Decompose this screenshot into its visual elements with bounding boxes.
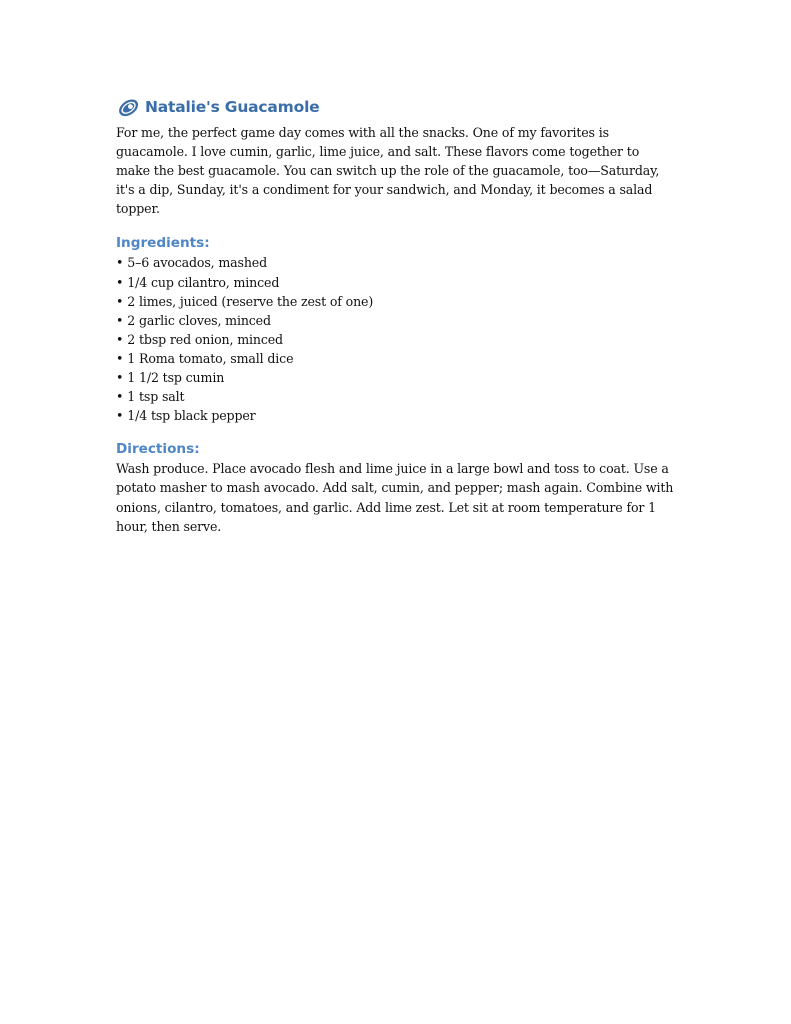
ingredient-item: • 1/4 tsp black pepper	[116, 406, 676, 425]
ingredient-item: • 2 limes, juiced (reserve the zest of one)	[116, 292, 676, 311]
page-title: Natalie's Guacamole	[145, 98, 320, 116]
ingredients-heading: Ingredients:	[116, 235, 210, 252]
ingredient-item: • 1 tsp salt	[116, 387, 676, 406]
title-row	[116, 94, 676, 120]
avocado-icon	[116, 96, 140, 118]
ingredient-item: • 5–6 avocados, mashed	[116, 253, 676, 272]
ingredient-list	[116, 253, 676, 425]
directions-heading: Directions:	[116, 441, 200, 458]
intro-paragraph: For me, the perfect game day comes with all the snacks. One of my favorites is guacamole. I love cumin, garlic, lime juice, and salt. These flavors come together to make the best guacamole. You can switch up the role of the guacamole, too—Saturday, it's a dip, Sunday, it's a condiment for your sandwich, and Monday, it becomes a salad topper.	[116, 125, 660, 217]
ingredient-item: • 1 Roma tomato, small dice	[116, 349, 676, 368]
directions-paragraph: Wash produce. Place avocado flesh and lime juice in a large bowl and toss to coat. Use a potato masher to mash avocado. Add salt, cumin, and pepper; mash again. Combine with onions, cilantro, tomatoes, and garlic. Add lime zest. Let sit at room temperature for 1 hour, then serve.	[116, 461, 674, 534]
ingredient-item: • 2 garlic cloves, minced	[116, 311, 676, 330]
ingredient-item: • 1/4 cup cilantro, minced	[116, 273, 676, 292]
recipe-document	[116, 94, 676, 536]
ingredient-item: • 2 tbsp red onion, minced	[116, 330, 676, 349]
ingredient-item: • 1 1/2 tsp cumin	[116, 368, 676, 387]
